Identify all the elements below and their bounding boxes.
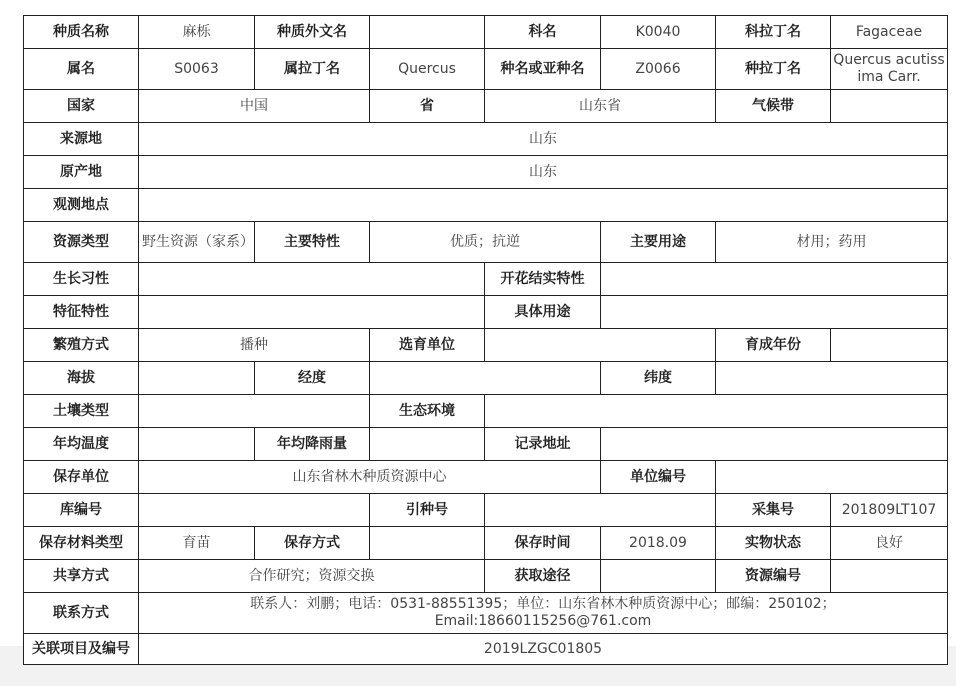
project-value: 2019LZGC01805	[139, 634, 948, 665]
growth-habit-label: 生长习性	[24, 263, 139, 296]
foreign-name-label: 种质外文名	[255, 16, 370, 49]
table-row	[24, 560, 948, 593]
access-label: 获取途径	[485, 560, 601, 593]
breeding-year-value	[831, 329, 948, 362]
species-latin-label: 种拉丁名	[716, 49, 831, 90]
foreign-name-value	[370, 16, 485, 49]
genus-latin-label: 属拉丁名	[255, 49, 370, 90]
germplasm-name-label: 种质名称	[24, 16, 139, 49]
table-row	[24, 156, 948, 189]
source-value: 山东	[139, 123, 948, 156]
intro-code-value	[485, 494, 716, 527]
storage-method-value	[370, 527, 485, 560]
genus-latin-value: Quercus	[370, 49, 485, 90]
soil-type-value	[139, 395, 370, 428]
feature-label: 特征特性	[24, 296, 139, 329]
resource-type-value: 野生资源（家系）	[139, 222, 255, 263]
table-row	[24, 296, 948, 329]
resource-code-value	[831, 560, 948, 593]
physical-state-label: 实物状态	[716, 527, 831, 560]
table-row	[24, 49, 948, 90]
contact-email: Email:18660115256@761.com	[434, 613, 652, 629]
species-latin-value: Quercus acutissima Carr.	[831, 49, 948, 90]
storage-unit-value: 山东省林木种质资源中心	[139, 461, 601, 494]
contact-value	[139, 593, 948, 634]
record-address-value	[601, 428, 948, 461]
country-label: 国家	[24, 90, 139, 123]
record-address-label: 记录地址	[485, 428, 601, 461]
avg-temp-label: 年均温度	[24, 428, 139, 461]
unit-code-label: 单位编号	[601, 461, 716, 494]
germplasm-name-value: 麻栎	[139, 16, 255, 49]
growth-habit-value	[139, 263, 485, 296]
soil-type-label: 土壤类型	[24, 395, 139, 428]
genus-label: 属名	[24, 49, 139, 90]
table-row	[24, 494, 948, 527]
family-label: 科名	[485, 16, 601, 49]
flowering-value	[601, 263, 948, 296]
species-label: 种名或亚种名	[485, 49, 601, 90]
intro-code-label: 引种号	[370, 494, 485, 527]
table-row	[24, 395, 948, 428]
observation-site-label: 观测地点	[24, 189, 139, 222]
contact-label: 联系方式	[24, 593, 139, 634]
collection-code-value: 201809LT107	[831, 494, 948, 527]
storage-method-label: 保存方式	[255, 527, 370, 560]
climate-zone-value	[831, 90, 948, 123]
contact-line-1: 联系人：刘鹏；电话：0531-88551395；单位：山东省林木种质资源中心；邮编：250102；	[250, 596, 836, 612]
table-row	[24, 461, 948, 494]
breeding-unit-label: 选育单位	[370, 329, 485, 362]
collection-code-label: 采集号	[716, 494, 831, 527]
observation-site-value	[139, 189, 948, 222]
ecology-label: 生态环境	[370, 395, 485, 428]
specific-use-value	[601, 296, 948, 329]
propagation-value: 播种	[139, 329, 370, 362]
germplasm-info-table	[23, 15, 948, 665]
origin-value: 山东	[139, 156, 948, 189]
country-value: 中国	[139, 90, 370, 123]
table-row	[24, 16, 948, 49]
table-row	[24, 428, 948, 461]
table-row	[24, 593, 948, 634]
flowering-label: 开花结实特性	[485, 263, 601, 296]
resource-code-label: 资源编号	[716, 560, 831, 593]
province-value: 山东省	[485, 90, 716, 123]
project-label: 关联项目及编号	[24, 634, 139, 665]
storage-unit-label: 保存单位	[24, 461, 139, 494]
table-row	[24, 90, 948, 123]
main-traits-value: 优质；抗逆	[370, 222, 601, 263]
latitude-label: 纬度	[601, 362, 716, 395]
storage-time-value: 2018.09	[601, 527, 716, 560]
table-row	[24, 362, 948, 395]
unit-code-value	[716, 461, 948, 494]
feature-value	[139, 296, 485, 329]
genus-value: S0063	[139, 49, 255, 90]
sharing-label: 共享方式	[24, 560, 139, 593]
ecology-value	[485, 395, 948, 428]
avg-temp-value	[139, 428, 255, 461]
altitude-label: 海拔	[24, 362, 139, 395]
access-value	[601, 560, 716, 593]
material-type-label: 保存材料类型	[24, 527, 139, 560]
main-use-value: 材用；药用	[716, 222, 948, 263]
table-row	[24, 329, 948, 362]
table-row	[24, 263, 948, 296]
province-label: 省	[370, 90, 485, 123]
sharing-value: 合作研究；资源交换	[139, 560, 485, 593]
longitude-label: 经度	[255, 362, 370, 395]
table-row	[24, 123, 948, 156]
material-type-value: 育苗	[139, 527, 255, 560]
table-row	[24, 634, 948, 665]
breeding-unit-value	[485, 329, 716, 362]
bank-code-label: 库编号	[24, 494, 139, 527]
resource-type-label: 资源类型	[24, 222, 139, 263]
propagation-label: 繁殖方式	[24, 329, 139, 362]
bank-code-value	[139, 494, 370, 527]
family-latin-label: 科拉丁名	[716, 16, 831, 49]
breeding-year-label: 育成年份	[716, 329, 831, 362]
table-row	[24, 222, 948, 263]
family-latin-value: Fagaceae	[831, 16, 948, 49]
table-row	[24, 527, 948, 560]
storage-time-label: 保存时间	[485, 527, 601, 560]
main-use-label: 主要用途	[601, 222, 716, 263]
species-value: Z0066	[601, 49, 716, 90]
climate-zone-label: 气候带	[716, 90, 831, 123]
longitude-value	[370, 362, 601, 395]
origin-label: 原产地	[24, 156, 139, 189]
family-value: K0040	[601, 16, 716, 49]
main-traits-label: 主要特性	[255, 222, 370, 263]
avg-rain-value	[370, 428, 485, 461]
physical-state-value: 良好	[831, 527, 948, 560]
specific-use-label: 具体用途	[485, 296, 601, 329]
altitude-value	[139, 362, 255, 395]
latitude-value	[716, 362, 948, 395]
avg-rain-label: 年均降雨量	[255, 428, 370, 461]
source-label: 来源地	[24, 123, 139, 156]
table-row	[24, 189, 948, 222]
